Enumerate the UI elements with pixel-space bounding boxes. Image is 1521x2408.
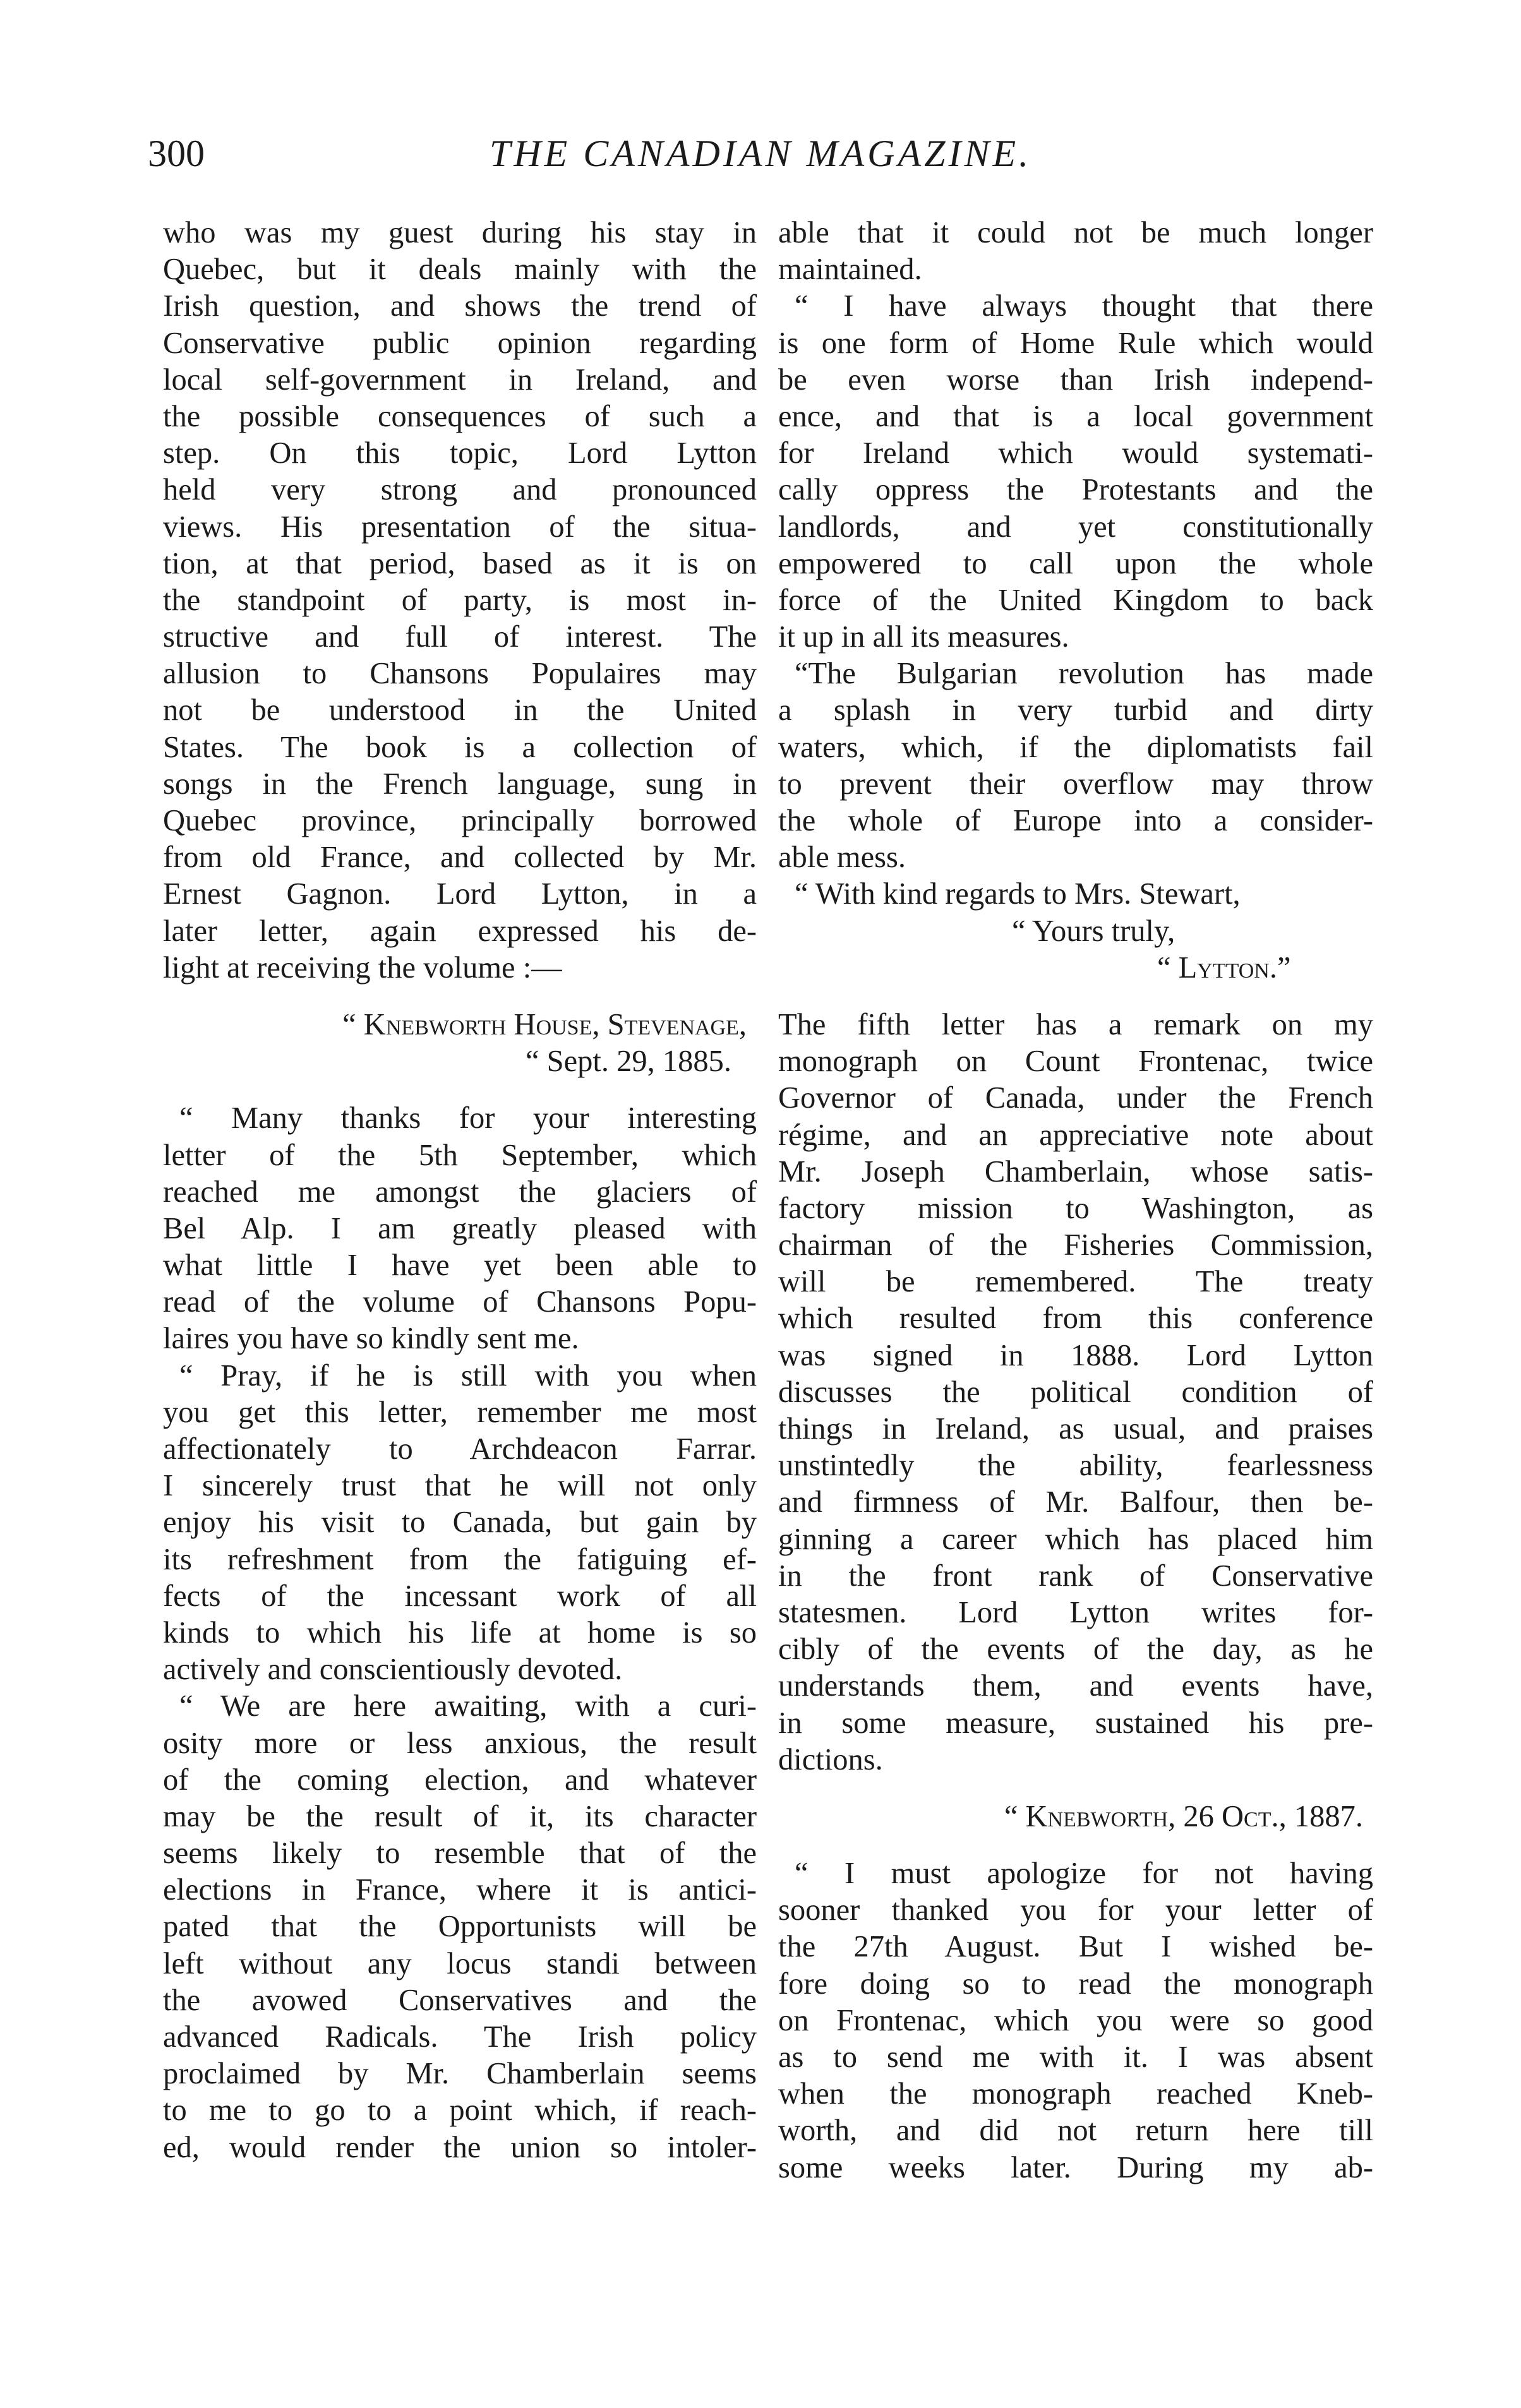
text-line: cibly of the events of the day, as he [778,1632,1373,1667]
text-line: “ Lytton.” [1157,950,1291,985]
text-line: allusion to Chansons Populaires may [163,657,757,691]
text-line: proclaimed by Mr. Chamberlain seems [163,2057,757,2091]
text-line: advanced Radicals. The Irish policy [163,2020,757,2054]
text-line: to me to go to a point which, if reach- [163,2094,757,2128]
text-line: will be remembered. The treaty [778,1265,1373,1299]
text-line: Mr. Joseph Chamberlain, whose satis- [778,1154,1373,1189]
running-title: THE CANADIAN MAGAZINE. [489,133,1032,174]
left-column [163,215,757,2166]
text-line: force of the United Kingdom to back [778,583,1373,617]
text-line: structive and full of interest. The [163,620,757,654]
text-line: the 27th August. But I wished be- [778,1930,1373,1964]
text-line: reached me amongst the glaciers of [163,1175,757,1209]
text-line: the possible consequences of such a [163,399,757,433]
text-line: in the front rank of Conservative [778,1559,1373,1593]
text-line: monograph on Count Frontenac, twice [778,1045,1373,1079]
paragraph-gap [163,1080,757,1100]
text-line: the whole of Europe into a consider- [778,804,1373,837]
text-line: “ Pray, if he is still with you when [179,1358,757,1393]
text-line: régime, and an appreciative note about [778,1118,1373,1152]
text-line: waters, which, if the diplomatists fail [778,730,1373,764]
text-line: a splash in very turbid and dirty [778,693,1373,728]
text-line: “ We are here awaiting, with a curi- [179,1689,757,1723]
text-line: seems likely to resemble that of the [163,1836,757,1871]
text-line: maintained. [778,253,922,287]
text-line: read of the volume of Chansons Popu- [163,1285,757,1319]
text-line: fore doing so to read the monograph [778,1967,1373,2001]
text-line: the avowed Conservatives and the [163,1983,757,2017]
paragraph-gap [163,986,757,1007]
paragraph-gap [778,1778,1373,1799]
text-line: kinds to which his life at home is so [163,1615,757,1650]
text-line: its refreshment from the fatiguing ef- [163,1542,757,1576]
text-line: laires you have so kindly sent me. [163,1322,579,1356]
text-line: left without any locus standi between [163,1946,757,1980]
text-line: of the coming election, and whatever [163,1763,757,1797]
text-line: views. His presentation of the situa- [163,510,757,544]
text-line: chairman of the Fisheries Commission, [778,1228,1373,1262]
text-line: from old France, and collected by Mr. [163,841,757,875]
text-line: “ Knebworth, 26 Oct., 1887. [1004,1799,1363,1833]
text-line: who was my guest during his stay in [163,216,757,249]
text-line: as to send me with it. I was absent [778,2040,1373,2074]
text-line: is one form of Home Rule which would [778,326,1373,360]
text-line: be even worse than Irish independ- [778,362,1373,397]
text-line: elections in France, where it is antici- [163,1873,757,1907]
text-line: factory mission to Washington, as [778,1191,1373,1225]
text-line: may be the result of it, its character [163,1799,757,1833]
text-line: light at receiving the volume :— [163,950,562,985]
text-line: discusses the political condition of [778,1375,1373,1409]
text-line: understands them, and events have, [778,1669,1373,1703]
text-line: Ernest Gagnon. Lord Lytton, in a [163,877,757,911]
text-line: enjoy his visit to Canada, but gain by [163,1506,757,1540]
text-line: ginning a career which has placed him [778,1522,1373,1556]
text-line: cally oppress the Protestants and the [778,473,1373,507]
text-line: you get this letter, remember me most [163,1395,757,1429]
paragraph-gap [778,986,1373,1007]
text-line: was signed in 1888. Lord Lytton [778,1338,1373,1372]
text-line: “The Bulgarian revolution has made [795,657,1373,691]
text-line: able that it could not be much longer [778,216,1373,249]
text-line: what little I have yet been able to [163,1249,757,1283]
right-column [778,215,1373,2186]
text-line: local self-government in Ireland, and [163,362,757,397]
text-line: landlords, and yet constitutionally [778,510,1373,544]
text-line: ence, and that is a local government [778,399,1373,433]
text-line: “ Yours truly, [1012,914,1175,948]
text-line: tion, at that period, based as it is on [163,546,757,580]
text-line: it up in all its measures. [778,620,1069,654]
text-line: worth, and did not return here till [778,2114,1373,2148]
text-line: dictions. [778,1742,883,1776]
text-line: Conservative public opinion regarding [163,326,757,360]
text-line: Bel Alp. I am greatly pleased with [163,1211,757,1245]
text-line: fects of the incessant work of all [163,1579,757,1613]
text-line: held very strong and pronounced [163,473,757,507]
text-line: on Frontenac, which you were so good [778,2003,1373,2037]
text-line: Quebec province, principally borrowed [163,804,757,837]
text-line: Irish question, and shows the trend of [163,289,757,323]
text-line: some weeks later. During my ab- [778,2150,1373,2184]
text-line: pated that the Opportunists will be [163,1910,757,1944]
text-line: step. On this topic, Lord Lytton [163,436,757,470]
page-number: 300 [148,133,205,174]
paragraph-gap [778,1835,1373,1855]
text-line: letter of the 5th September, which [163,1138,757,1172]
text-line: The fifth letter has a remark on my [778,1007,1373,1041]
text-line: in some measure, sustained his pre- [778,1706,1373,1740]
text-line: the standpoint of party, is most in- [163,583,757,617]
text-line: and firmness of Mr. Balfour, then be- [778,1485,1373,1519]
text-line: affectionately to Archdeacon Farrar. [163,1432,757,1466]
text-line: able mess. [778,841,906,875]
text-line: “ Many thanks for your interesting [179,1101,757,1135]
text-line: actively and conscientiously devoted. [163,1653,623,1687]
text-line: later letter, again expressed his de- [163,914,757,948]
text-line: Governor of Canada, under the French [778,1081,1373,1115]
text-line: ed, would render the union so intoler- [163,2130,757,2164]
text-line: statesmen. Lord Lytton writes for- [778,1595,1373,1629]
text-line: States. The book is a collection of [163,730,757,764]
text-line: empowered to call upon the whole [778,546,1373,580]
text-line: “ Knebworth House, Stevenage, [342,1007,747,1041]
text-line: not be understood in the United [163,693,757,728]
text-line: sooner thanked you for your letter of [778,1893,1373,1927]
text-line: when the monograph reached Kneb- [778,2077,1373,2111]
text-line: I sincerely trust that he will not only [163,1469,757,1503]
text-line: “ I have always thought that there [795,289,1373,323]
text-line: songs in the French language, sung in [163,767,757,801]
text-line: Quebec, but it deals mainly with the [163,253,757,287]
text-line: “ I must apologize for not having [795,1857,1373,1891]
text-line: unstintedly the ability, fearlessness [778,1449,1373,1483]
text-line: things in Ireland, as usual, and praises [778,1412,1373,1446]
text-line: for Ireland which would systemati- [778,436,1373,470]
text-line: osity more or less anxious, the result [163,1726,757,1760]
text-line: which resulted from this conference [778,1302,1373,1336]
text-line: to prevent their overflow may throw [778,767,1373,801]
text-line: “ With kind regards to Mrs. Stewart, [795,877,1241,911]
text-line: “ Sept. 29, 1885. [525,1045,731,1079]
